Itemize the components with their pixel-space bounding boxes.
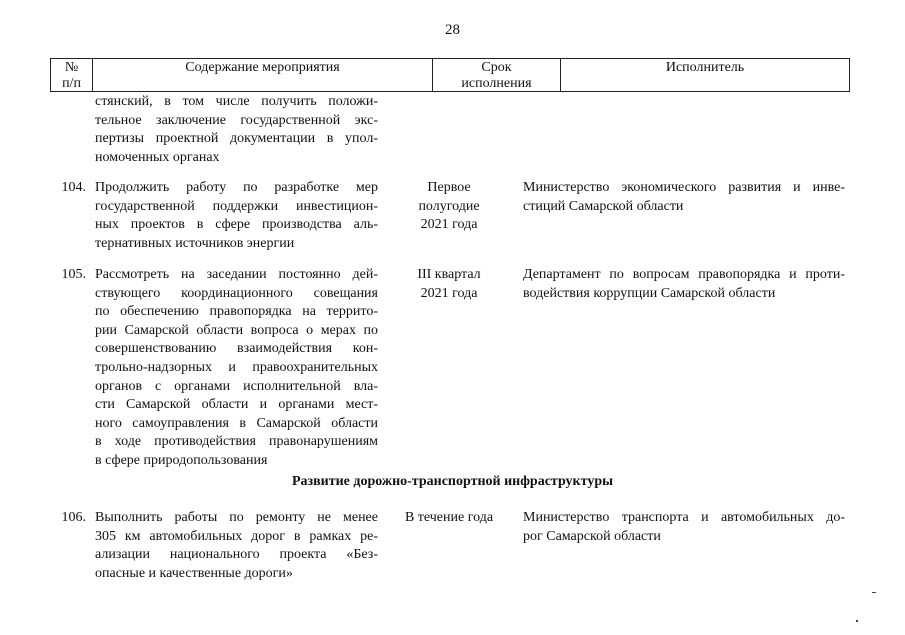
executor-line: стиций Самарской области	[523, 198, 684, 214]
content-line: рии Самарской области вопроса о мерах по	[95, 322, 378, 338]
header-number-line1: №	[64, 60, 79, 75]
term-line: полугодие	[418, 198, 480, 214]
table-header	[50, 58, 850, 92]
content-line: ных проектов в сфере производства аль-	[95, 217, 378, 233]
content-line: Рассмотреть на заседании постоянно дей-	[95, 267, 378, 282]
header-number-line2: п/п	[62, 76, 81, 91]
content-line: тернативных источников энергии	[95, 235, 295, 251]
header-content-label: Содержание мероприятия	[185, 60, 340, 75]
term-line: В течение года	[404, 510, 494, 525]
row-term	[385, 266, 513, 303]
row-executor	[523, 509, 845, 546]
row-term	[385, 179, 513, 235]
content-line: государственной поддержки инвестицион-	[95, 198, 378, 214]
executor-line: Министерство экономического развития и инве-	[523, 180, 845, 195]
content-line: трольно-надзорных и правоохранительных	[95, 359, 378, 375]
executor-line: водействия коррупции Самарской области	[523, 285, 776, 301]
content-line: стянский, в том числе получить положи-	[95, 94, 378, 109]
executor-line: Департамент по вопросам правопорядка и проти-	[523, 267, 845, 282]
row-content	[95, 509, 378, 583]
scan-artifact	[856, 620, 858, 622]
term-line: 2021 года	[420, 217, 478, 233]
content-line: Выполнить работы по ремонту не менее	[95, 510, 378, 525]
row-number: 105.	[61, 267, 86, 282]
content-line: сти Самарской области и органами мест-	[95, 397, 378, 413]
content-line: 305 км автомобильных дорог в рамках ре-	[95, 528, 378, 544]
content-line: совершенствованию взаимодействия кон-	[95, 341, 378, 357]
row-executor	[523, 179, 845, 216]
page-number: 28	[445, 22, 460, 38]
content-line: в сфере природопользования	[95, 452, 268, 468]
content-line: опасные и качественные дороги»	[95, 565, 293, 581]
content-line: пертизы проектной документации в упол-	[95, 131, 378, 147]
header-content-column	[93, 59, 433, 91]
term-line: 2021 года	[420, 285, 478, 301]
row-number: 106.	[61, 510, 86, 525]
term-line: Первое	[427, 180, 471, 195]
executor-line: рог Самарской области	[523, 528, 661, 544]
executor-line: Министерство транспорта и автомобильных до-	[523, 510, 845, 525]
content-line: по обеспечению правопорядка на террито-	[95, 304, 378, 320]
row-content	[95, 266, 378, 471]
content-line: в ходе противодействия правонарушениям	[95, 434, 378, 450]
content-line: номоченных органах	[95, 149, 220, 165]
header-term-line1: Срок	[481, 60, 512, 75]
content-line: ствующего координационного совещания	[95, 285, 378, 301]
row-content	[95, 179, 378, 253]
header-term-line2: исполнения	[461, 76, 532, 91]
header-executor-label: Исполнитель	[665, 60, 745, 75]
header-term-column	[433, 59, 561, 91]
content-line: ного самоуправления в Самарской области	[95, 415, 378, 431]
content-line: органов с органами исполнительной вла-	[95, 378, 378, 394]
scan-artifact	[872, 592, 876, 593]
continuation-content	[95, 93, 378, 167]
row-term	[385, 509, 513, 528]
header-executor-column	[561, 59, 849, 91]
content-line: Продолжить работу по разработке мер	[95, 180, 378, 195]
term-line: III квартал	[417, 267, 481, 282]
row-number: 104.	[61, 180, 86, 195]
row-executor	[523, 266, 845, 303]
content-line: тельное заключение государственной экс-	[95, 112, 378, 128]
section-title: Развитие дорожно-транспортной инфраструктуры	[291, 474, 614, 489]
content-line: ализации национального проекта «Без-	[95, 547, 378, 563]
header-number-column	[51, 59, 93, 91]
